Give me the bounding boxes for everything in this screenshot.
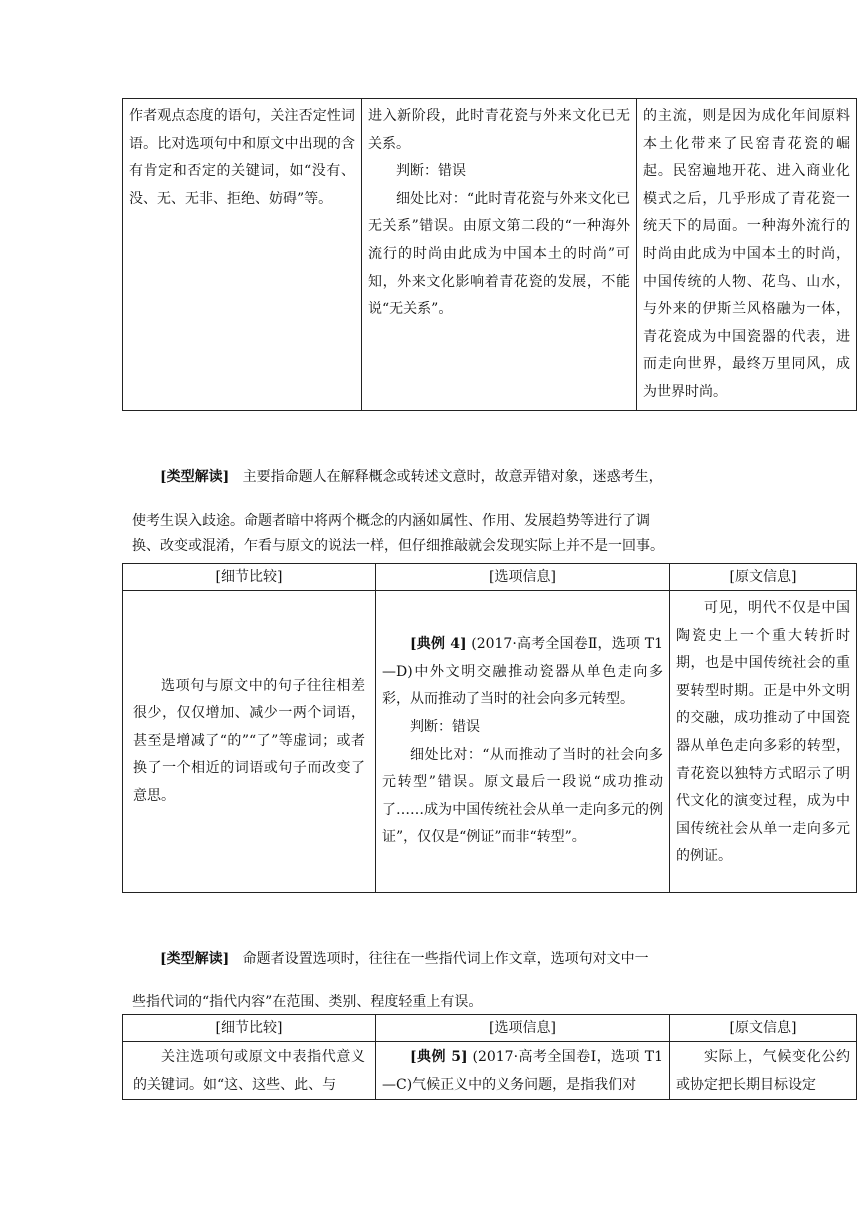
example-label: [典例 5] <box>410 1049 468 1065</box>
source-cell <box>670 1042 857 1100</box>
header-option: [选项信息] <box>376 564 670 591</box>
source-text: 的主流，则是因为成化年间原料本土化带来了民窑青花瓷的崛起。民窑遍地开花、进入商业化模式之后，几乎形成了青花瓷一统天下的局面。一种海外流行的时尚由此成为中国本土的时尚，中国传统的人物、花鸟、山水，与外来的伊斯兰风格融为一体，青花瓷成为中国瓷器的代表，进而走向世界，最终万里同风，成为世界时尚。 <box>643 108 850 400</box>
example-body: (2017·高考全国卷Ⅱ，选项 T1—D)中外文明交融推动瓷器从单色走向多彩，从而推动了当时的社会向多元转型。 <box>382 636 663 708</box>
type-explanation-2 <box>132 950 732 968</box>
table-continued <box>122 98 857 411</box>
table-row <box>123 1042 857 1100</box>
analysis-text: 细处比对：“从而推动了当时的社会向多元转型”错误。原文最后一段说“成功推动了……成为中国传统社会从单一走向多元的例证”，仅仅是“例证”而非“转型”。 <box>382 746 663 846</box>
type-text-line2: 些指代词的“指代内容”在范围、类别、程度轻重上有误。 <box>132 994 483 1010</box>
source-cell <box>670 591 857 893</box>
option-cell <box>376 591 670 893</box>
type-explanation-1 <box>132 468 732 486</box>
header-source: [原文信息] <box>670 1015 857 1042</box>
type-label: [类型解读] <box>160 951 230 967</box>
header-detail: [细节比较] <box>123 564 376 591</box>
option-text: 进入新阶段，此时青花瓷与外来文化已无关系。 <box>368 108 630 152</box>
detail-cell <box>123 99 362 411</box>
type-text-line1: 主要指命题人在解释概念或转述文意时，故意弄错对象，迷惑考生， <box>242 469 663 485</box>
detail-cell <box>123 591 376 893</box>
header-source: [原文信息] <box>670 564 857 591</box>
detail-text: 作者观点态度的语句，关注否定性词语。比对选项句中和原文中出现的含有肯定和否定的关键词，如“没有、没、无、无非、拒绝、妨碍”等。 <box>129 108 355 207</box>
detail-text: 关注选项句或原文中表指代意义的关键词。如“这、这些、此、与 <box>133 1049 365 1093</box>
comparison-table-2 <box>122 563 857 893</box>
table-header-row <box>123 564 857 591</box>
source-text: 实际上，气候变化公约或协定把长期目标设定 <box>676 1049 850 1093</box>
example-body: (2017·高考全国卷Ⅰ，选项 T1—C)气候正义中的义务问题，是指我们对 <box>382 1049 663 1093</box>
table-header-row <box>123 1015 857 1042</box>
example-text <box>382 1044 663 1099</box>
example-text <box>382 631 663 714</box>
example-label: [典例 4] <box>410 636 467 653</box>
option-cell <box>376 1042 670 1100</box>
source-cell <box>637 99 857 411</box>
type-label: [类型解读] <box>160 469 230 485</box>
type-text-line1: 命题者设置选项时，往往在一些指代词上作文章，选项句对文中一 <box>242 951 649 967</box>
detail-text: 选项句与原文中的句子往往相差很少，仅仅增加、减少一两个词语，甚至是增减了“的”“了”等虚词；或者换了一个相近的词语或句子而改变了意思。 <box>133 677 365 804</box>
detail-cell <box>123 1042 376 1100</box>
type-text-line2: 使考生误入歧途。命题者暗中将两个概念的内涵如属性、作用、发展趋势等进行了调 <box>132 513 650 529</box>
judgement-text: 判断：错误 <box>396 163 466 180</box>
header-detail: [细节比较] <box>123 1015 376 1042</box>
type-text-line3: 换、改变或混淆，乍看与原文的说法一样，但仔细推敲就会发现实际上并不是一回事。 <box>132 538 664 554</box>
analysis-text: 细处比对：“此时青花瓷与外来文化已无关系”错误。由原文第二段的“一种海外流行的时尚由此成为中国本土的时尚”可知，外来文化影响着青花瓷的发展，不能说“无关系”。 <box>368 190 630 318</box>
comparison-table-3 <box>122 1014 857 1100</box>
table-row <box>123 591 857 893</box>
header-option: [选项信息] <box>376 1015 670 1042</box>
source-text: 可见，明代不仅是中国陶瓷史上一个重大转折时期，也是中国传统社会的重要转型时期。正是中外文明的交融，成功推动了中国瓷器从单色走向多彩的转型，青花瓷以独特方式昭示了明代文化的演变过程，成为中国传统社会从单一走向多元的例证。 <box>676 600 850 865</box>
option-cell <box>362 99 637 411</box>
judgement-text: 判断：错误 <box>410 718 480 735</box>
